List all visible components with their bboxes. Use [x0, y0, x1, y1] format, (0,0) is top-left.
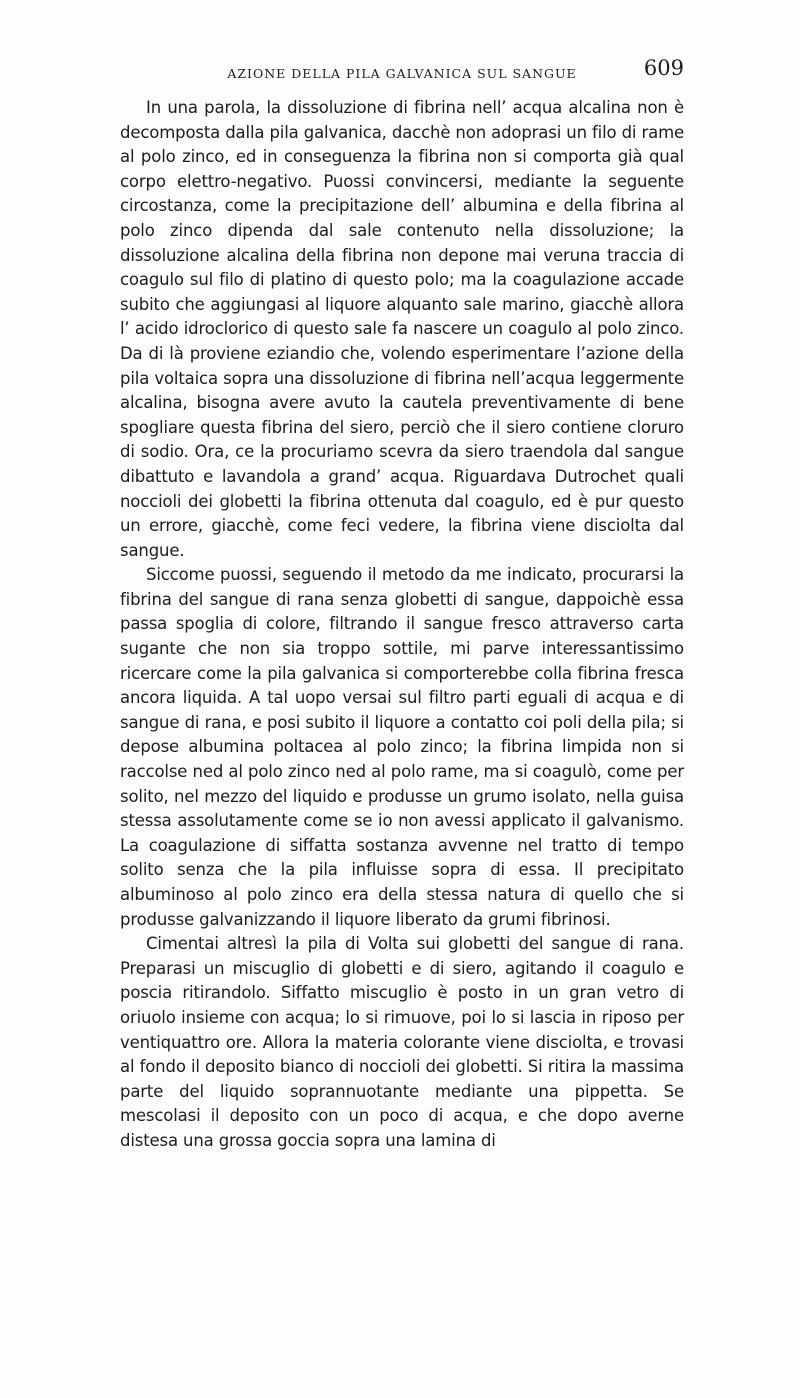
paragraph-3: Cimentai altresì la pila di Volta sui globetti del sangue di rana. Preparasi un miscuglio di globetti e di siero, agitando il coagulo e poscia ritirandolo. Siffatto miscuglio è posto in un gran vetro di oriuolo insieme con acqua; lo si rimuove, poi lo si lascia in riposo per ventiquattro ore. Allora la materia colorante viene disciolta, e trovasi al fondo il deposito bianco di noccioli dei globetti. Si ritira la massima parte del liquido soprannuotante mediante una pippetta. Se mescolasi il deposito con un poco di acqua, e che dopo averne distesa una grossa goccia sopra una lamina di	[120, 934, 684, 1150]
body-text	[120, 96, 684, 1154]
running-head	[120, 56, 684, 90]
running-title: AZIONE DELLA PILA GALVANICA SUL SANGUE	[227, 66, 577, 81]
page-number: 609	[643, 56, 684, 80]
paragraph-2: Siccome puossi, seguendo il metodo da me indicato, procurarsi la fibrina del sangue di rana senza globetti di sangue, dappoichè essa passa spoglia di colore, filtrando il sangue fresco attraverso carta sugante che non sia troppo sottile, mi parve interessantissimo ricercare come la pila galvanica si comporterebbe colla fibrina fresca ancora liquida. A tal uopo versai sul filtro parti eguali di acqua e di sangue di rana, e posi subito il liquore a contatto coi poli della pila; si depose albumina poltacea al polo zinco; la fibrina limpida non si raccolse ned al polo zinco ned al polo rame, ma si coagulò, come per solito, nel mezzo del liquido e produsse un grumo isolato, nella guisa stessa assolutamente come se io non avessi applicato il galvanismo. La coagulazione di siffatta sostanza avvenne nel tratto di tempo solito senza che la pila influisse sopra di essa. Il precipitato albuminoso al polo zinco era della stessa natura di quello che si produsse galvanizzando il liquore liberato da grumi fibrinosi.	[120, 565, 684, 929]
paragraph-1: In una parola, la dissoluzione di fibrina nell’ acqua alcalina non è decomposta dalla pila galvanica, dacchè non adoprasi un filo di rame al polo zinco, ed in conseguenza la fibrina non si comporta già qual corpo elettro-negativo. Puossi convincersi, mediante la seguente circostanza, come la precipitazione dell’ albumina e della fibrina al polo zinco dipenda dal sale contenuto nella dissoluzione; la dissoluzione alcalina della fibrina non depone mai veruna traccia di coagulo sul filo di platino di questo polo; ma la coagulazione accade subito che aggiungasi al liquore alquanto sale marino, giacchè allora l’ acido idroclorico di questo sale fa nascere un coagulo al polo zinco. Da di là proviene eziandio che, volendo esperimentare l’azione della pila voltaica sopra una dissoluzione di fibrina nell’acqua leggermente alcalina, bisogna avere avuto la cautela preventivamente di bene spogliare questa fibrina del siero, perciò che il siero contiene cloruro di sodio. Ora, ce la procuriamo scevra da siero traendola dal sangue dibattuto e lavandola a grand’ acqua. Riguardava Dutrochet quali noccioli dei globetti la fibrina ottenuta dal coagulo, ed è pur questo un errore, giacchè, come feci vedere, la fibrina viene disciolta dal sangue.	[120, 98, 684, 560]
